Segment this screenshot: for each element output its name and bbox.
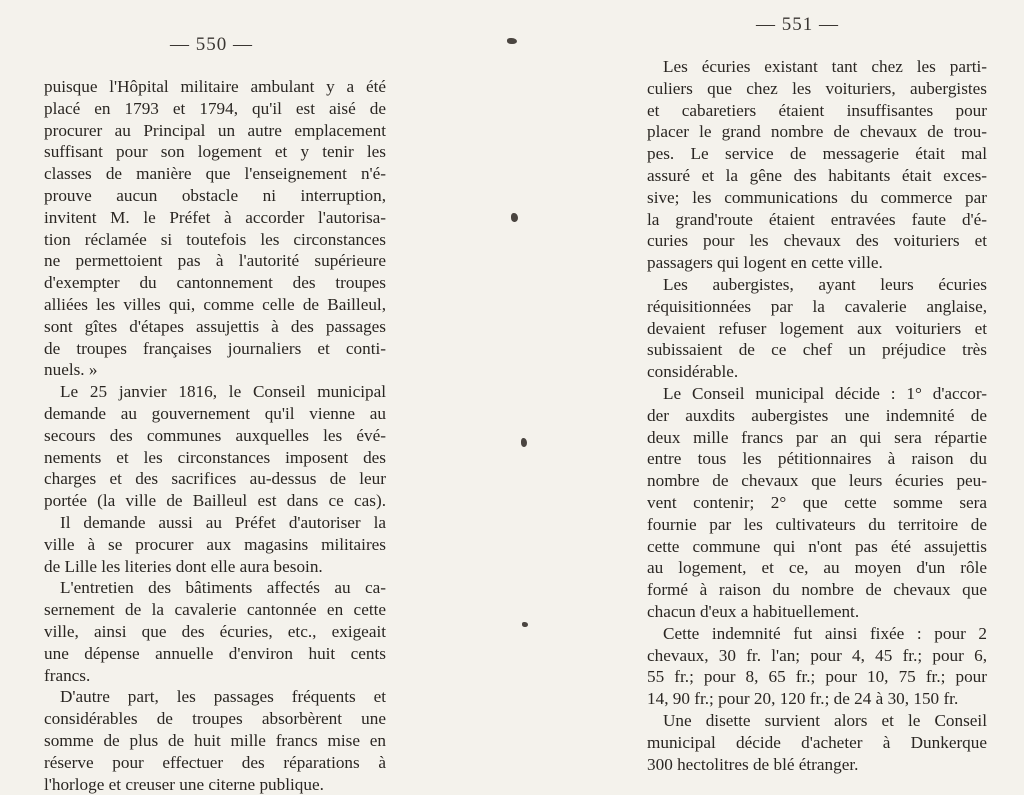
text-line: chevaux, 30 fr. l'an; pour 4, 45 fr.; pour 6, — [647, 645, 987, 667]
text-line: somme de plus de huit mille francs mise en — [44, 730, 386, 752]
text-line: prouve aucun obstacle ni interruption, — [44, 185, 386, 207]
right-page-text — [647, 56, 987, 775]
book-gutter — [497, 0, 527, 752]
text-line: d'exempter du cantonnement des troupes — [44, 272, 386, 294]
text-line: chacun d'eux a habituellement. — [647, 601, 987, 623]
text-line: Les écuries existant tant chez les parti- — [647, 56, 987, 78]
text-line: réserve pour effectuer des réparations à — [44, 752, 386, 774]
text-line: et cabaretiers étaient insuffisantes pour — [647, 100, 987, 122]
print-speck — [511, 213, 518, 222]
text-line: pes. Le service de messagerie était mal — [647, 143, 987, 165]
text-line: placé en 1793 et 1794, qu'il est aisé de — [44, 98, 386, 120]
text-line: tion réclamée si toutefois les circonstances — [44, 229, 386, 251]
text-line: culiers que chez les voituriers, aubergistes — [647, 78, 987, 100]
text-line: de troupes françaises journaliers et conti- — [44, 338, 386, 360]
text-line: 14, 90 fr.; pour 20, 120 fr.; de 24 à 30, 150 fr. — [647, 688, 987, 710]
text-line: 300 hectolitres de blé étranger. — [647, 754, 987, 776]
text-line: procurer au Principal un autre emplacement — [44, 120, 386, 142]
text-line: nombre de chevaux que leurs écuries peu- — [647, 470, 987, 492]
text-line: der auxdits aubergistes une indemnité de — [647, 405, 987, 427]
text-line: francs. — [44, 665, 386, 687]
text-line: classes de manière que l'enseignement n'é- — [44, 163, 386, 185]
text-line: deux mille francs par an qui sera répartie — [647, 427, 987, 449]
text-line: ville à se procurer aux magasins militaires — [44, 534, 386, 556]
text-line: Les aubergistes, ayant leurs écuries — [647, 274, 987, 296]
right-page — [524, 0, 1024, 752]
text-line: fournie par les cultivateurs du territoire de — [647, 514, 987, 536]
text-line: Le 25 janvier 1816, le Conseil municipal — [44, 381, 386, 403]
text-line: Il demande aussi au Préfet d'autoriser la — [44, 512, 386, 534]
text-line: nements et les circonstances imposent des — [44, 447, 386, 469]
text-line: ne permettoient pas à l'autorité supérieure — [44, 250, 386, 272]
text-line: l'horloge et creuser une citerne publique. — [44, 774, 386, 795]
text-line: entre tous les pétitionnaires à raison du — [647, 448, 987, 470]
text-line: 55 fr.; pour 8, 65 fr.; pour 10, 75 fr.; pour — [647, 666, 987, 688]
text-line: Cette indemnité fut ainsi fixée : pour 2 — [647, 623, 987, 645]
left-page-text — [44, 76, 386, 795]
text-line: sive; les communications du commerce par — [647, 187, 987, 209]
text-line: portée (la ville de Bailleul est dans ce cas). — [44, 490, 386, 512]
left-page — [0, 0, 480, 752]
text-line: placer le grand nombre de chevaux de trou- — [647, 121, 987, 143]
text-line: au logement, et ce, au moyen d'un rôle — [647, 557, 987, 579]
text-line: cette commune qui n'ont pas été assujettis — [647, 536, 987, 558]
text-line: assuré et la gêne des habitants était exces- — [647, 165, 987, 187]
print-speck — [507, 38, 517, 44]
text-line: Une disette survient alors et le Conseil — [647, 710, 987, 732]
text-line: sont gîtes d'étapes assujettis à des passages — [44, 316, 386, 338]
text-line: nuels. » — [44, 359, 386, 381]
text-line: la grand'route étaient entravées faute d'é- — [647, 209, 987, 231]
text-line: sernement de la cavalerie cantonnée en cette — [44, 599, 386, 621]
page-number-right: — 551 — — [756, 14, 839, 36]
text-line: réquisitionnées par la cavalerie anglaise, — [647, 296, 987, 318]
text-line: curies pour les chevaux des voituriers et — [647, 230, 987, 252]
text-line: secours des communes auxquelles les évé- — [44, 425, 386, 447]
text-line: D'autre part, les passages fréquents et — [44, 686, 386, 708]
text-line: L'entretien des bâtiments affectés au ca- — [44, 577, 386, 599]
text-line: devaient refuser logement aux voituriers et — [647, 318, 987, 340]
text-line: alliées les villes qui, comme celle de Bailleul, — [44, 294, 386, 316]
text-line: demande au gouvernement qu'il vienne au — [44, 403, 386, 425]
page-number-left: — 550 — — [170, 34, 253, 56]
text-line: vent contenir; 2° que cette somme sera — [647, 492, 987, 514]
text-line: formé à raison du nombre de chevaux que — [647, 579, 987, 601]
text-line: une dépense annuelle d'environ huit cents — [44, 643, 386, 665]
text-line: de Lille les literies dont elle aura besoin. — [44, 556, 386, 578]
text-line: charges et des sacrifices au-dessus de leur — [44, 468, 386, 490]
text-line: Le Conseil municipal décide : 1° d'accor- — [647, 383, 987, 405]
text-line: suffisant pour son logement et y tenir les — [44, 141, 386, 163]
text-line: puisque l'Hôpital militaire ambulant y a été — [44, 76, 386, 98]
text-line: ville, ainsi que des écuries, etc., exigeait — [44, 621, 386, 643]
text-line: subissaient de ce chef un préjudice très — [647, 339, 987, 361]
text-line: considérables de troupes absorbèrent une — [44, 708, 386, 730]
text-line: municipal décide d'acheter à Dunkerque — [647, 732, 987, 754]
text-line: passagers qui logent en cette ville. — [647, 252, 987, 274]
text-line: invitent M. le Préfet à accorder l'autorisa- — [44, 207, 386, 229]
text-line: considérable. — [647, 361, 987, 383]
